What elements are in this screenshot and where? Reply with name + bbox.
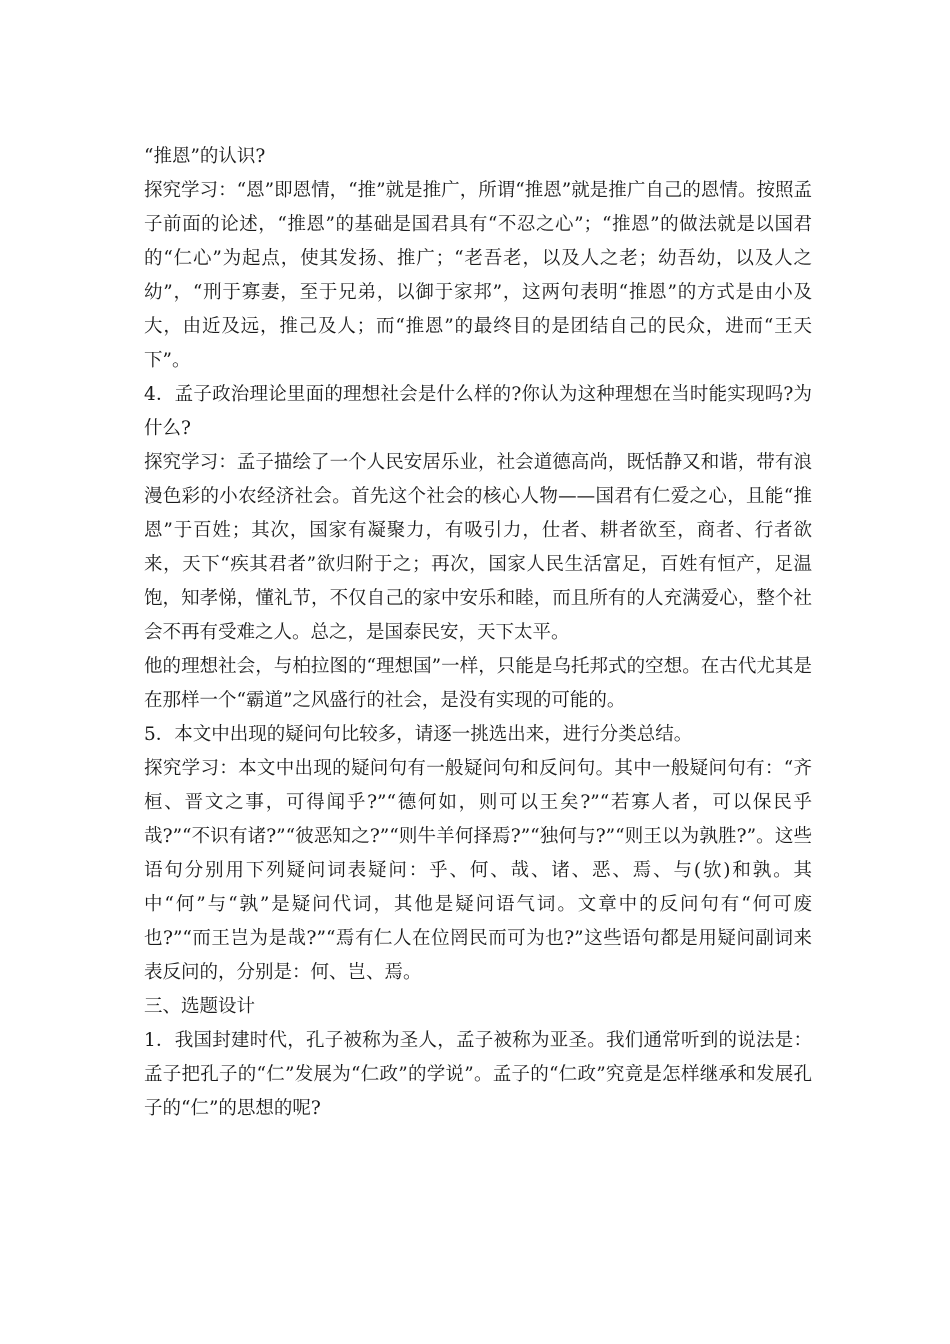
paragraph-question-4: 4．孟子政治理论里面的理想社会是什么样的?你认为这种理想在当时能实现吗?为什么? [144,384,812,439]
paragraph-answer-4-continued: 他的理想社会，与柏拉图的“理想国”一样，只能是乌托邦式的空想。在古代尤其是在那样一个“霸道”之风盛行的社会，是没有实现的可能的。 [144,656,812,711]
paragraph-answer-4: 探究学习：孟子描绘了一个人民安居乐业，社会道德高尚，既恬静又和谐，带有浪漫色彩的小农经济社会。首先这个社会的核心人物——国君有仁爱之心，且能“推恩”于百姓；其次，国家有凝聚力，有吸引力，仕者、耕者欲至，商者、行者欲来，天下“疾其君者”欲归附于之；再次，国家人民生活富足，百姓有恒产，足温饱，知孝悌，懂礼节，不仅自己的家中安乐和睦，而且所有的人充满爱心，整个社会不再有受难之人。总之，是国泰民安，天下太平。 [144,452,812,643]
paragraph-topic-1: 1．我国封建时代，孔子被称为圣人，孟子被称为亚圣。我们通常听到的说法是：孟子把孔子的“仁”发展为“仁政”的学说”。孟子的“仁政”究竟是怎样继承和发展孔子的“仁”的思想的呢? [144,1030,812,1119]
paragraph-answer-5: 探究学习：本文中出现的疑问句有一般疑问句和反问句。其中一般疑问句有：“齐桓、晋文之事，可得闻乎?”“德何如，则可以王矣?”“若寡人者，可以保民乎哉?”“不识有诸?”“彼恶知之?”“则牛羊何择焉?”“独何与?”“则王以为孰胜?”。这些语句分别用下列疑问词表疑问：乎、何、哉、诸、恶、焉、与(欤)和孰。其中“何”与“孰”是疑问代词，其他是疑问语气词。文章中的反问句有“何可废也?”“而王岂为是哉?”“焉有仁人在位罔民而可为也?”这些语句都是用疑问副词来表反问的，分别是：何、岂、焉。 [144,758,812,983]
section-heading-topic-design: 三、选题设计 [144,996,256,1017]
paragraph-tuien-question-tail: “推恩”的认识? [144,146,266,167]
paragraph-tuien-answer: 探究学习：“恩”即恩情，“推”就是推广，所谓“推恩”就是推广自己的恩情。按照孟子前面的论述，“推恩”的基础是国君具有“不忍之心”；“推恩”的做法就是以国君的“仁心”为起点，使其发扬、推广；“老吾老，以及人之老；幼吾幼，以及人之幼”，“刑于寡妻，至于兄弟，以御于家邦”，这两句表明“推恩”的方式是由小及大，由近及远，推己及人；而“推恩”的最终目的是团结自己的民众，进而“王天下”。 [144,180,812,371]
document-body [144,140,812,1126]
paragraph-question-5: 5．本文中出现的疑问句比较多，请逐一挑选出来，进行分类总结。 [144,724,693,745]
